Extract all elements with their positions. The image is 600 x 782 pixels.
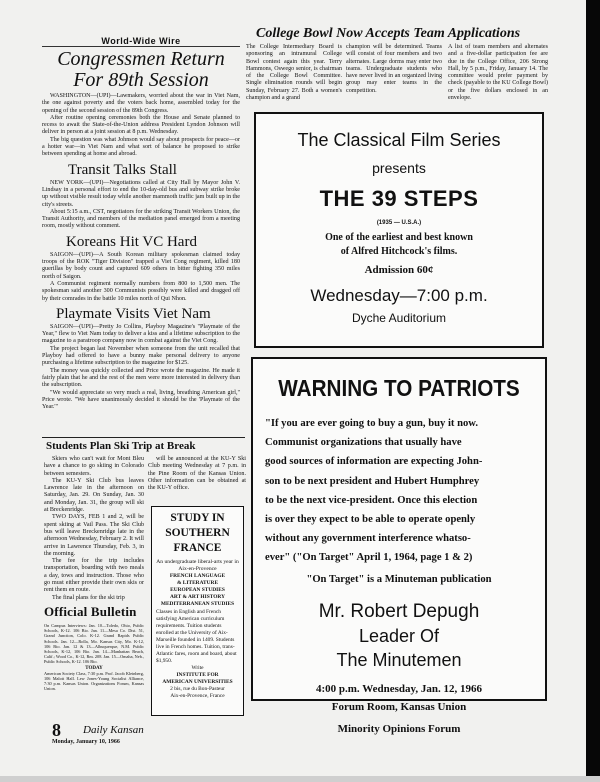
- film-desc-line-1: One of the earliest and best known: [325, 232, 473, 243]
- patriots-role-line-1: Leader Of: [358, 625, 440, 646]
- study-intro: An undergraduate liberal-arts year in Aix-en-Provence: [156, 559, 239, 572]
- subject-item: MEDITERRANEAN STUDIES: [160, 601, 235, 607]
- paragraph: The fee for the trip includes transportation, boarding with two meals a day, tows and instruction. Those who go must either provide their own skis or rent them en route.: [44, 558, 144, 594]
- film-desc-line-2: of Alfred Hitchcock's films.: [340, 246, 458, 257]
- patriots-speaker: Mr. Robert Depugh: [318, 600, 480, 622]
- quote-line: without any government interference whatso-: [265, 533, 471, 545]
- paragraph: After routine opening ceremonies both the House and Senate planned to recess to await the State-of-the-Union address President Lyndon Johnson will deliver in person at a joint session at 8 p.m. Wednesday.: [42, 114, 240, 136]
- subject-item: & LITERATURE: [176, 580, 219, 586]
- paragraph: About 5:15 a.m., CST, negotiators for the striking Transit Workers Union, the Transit Authority, and members of the mediation panel emerged from a meeting room, mostly without comment.: [42, 208, 240, 230]
- koreans-story: [42, 252, 240, 303]
- patriots-sponsor: Minority Opinions Forum: [337, 722, 461, 735]
- film-place: Dyche Auditorium: [351, 311, 447, 325]
- address-line-1: 2 bis, rue du Bon-Pasteur: [170, 686, 225, 692]
- subject-item: ART & ART HISTORY: [170, 594, 225, 600]
- bulletin-text: On Campus Interviews: Jan. 10—Toledo, Ohio, Public Schools, K-12. 106 Bio. Jan. 11—Mesa Co. Dist. 51, Grand Junction, Colo. K-12. Grand Rapids Public Schools. Jan. 12—Rolla, Mo. Kansas City, Mo. K-12, 106 Bio. Jan. 12 & 13—Albuquerque, N.M. Public Schools, K-12, 106 Bio. Jan. 14—Manhattan Beach, Calif.; Wood Co., K-12, Rm. 208. Jan. 15—Omaha, Neb., Public Schools, K-12. 106 Bio.: [44, 623, 144, 665]
- paragraph: The KU-Y Ski Club bus leaves Lawrence late in the afternoon on Saturday, Jan. 29. On Sunday, Jan. 30 and Monday, Jan. 31, the group will ski at Breckenridge.: [44, 477, 144, 514]
- page-footer-masthead: [52, 720, 162, 745]
- film-admission: Admission 60¢: [364, 264, 434, 276]
- issue-date: Monday, January 10, 1966: [52, 739, 120, 745]
- paragraph: The money was quickly collected and Price wrote the magazine. He made it fairly plain that he and the rest of the men were more interested in delivery than the subscription.: [42, 367, 240, 389]
- study-body: Classes in English and French satisfying American curriculum requirements. Tuition students enrolled at the University of Aix-Marseille founded in 1409. Students live in French homes. Tuition, trans-Atlantic fares, room and board, about $1,950.: [156, 609, 237, 664]
- page-bottom-edge: [0, 776, 600, 782]
- playmate-story: [42, 324, 240, 412]
- study-title-line-3: FRANCE: [173, 542, 222, 554]
- bulletin-today-label: TODAY: [85, 665, 103, 671]
- paragraph: NEW YORK—(UPI)—Negotiations called at City Hall by Mayor John V. Lindsay in a personal effort to end the 10-day-old bus and subway strike broke up without visible result today while another mammoth traffic jam built up in the city's streets.: [42, 179, 240, 208]
- official-bulletin: [44, 604, 144, 691]
- ski-trip-col-2: [148, 456, 246, 492]
- headline-ski-trip: Students Plan Ski Trip at Break: [46, 440, 196, 452]
- headline-playmate: Playmate Visits Viet Nam: [56, 305, 211, 322]
- institute-line-2: AMERICAN UNIVERSITIES: [162, 679, 233, 685]
- study-write: Write: [191, 665, 204, 671]
- paragraph: TWO DAYS, FEB 1 and 2, will be spent skiing at Vail Pass. The Ski Club bus will leave Breckenridge late in the afternoon Wednesday, February 2. It will arrive in Lawrence Thursday, Feb. 3, in the morning.: [44, 514, 144, 557]
- address-line-2: Aix-en-Provence, France: [170, 693, 225, 699]
- quote-line: ever" ("On Target" April 1, 1964, page 1 & 2): [265, 552, 473, 564]
- paragraph: SAIGON—(UPI)—Pretty Jo Collins, Playboy Magazine's "Playmate of the Year," flew to Viet Nam today to deliver a kiss and a lifetime subscription to the magazine to a paratroop company now in combat against the Viet Cong.: [42, 323, 240, 345]
- page-edge-dark-strip: [586, 0, 600, 782]
- college-bowl-section: [246, 26, 554, 42]
- paragraph: Skiers who can't wait for Mont Bleu have a chance to go skiing in Colorado between semesters.: [44, 456, 144, 477]
- college-bowl-col-2: champion will be determined. Teams will consist of four members and two alternates. Large dorms may enter two teams. Undergraduate students who have never lived in an organized living group may enter teams in the competition.: [346, 44, 442, 94]
- patriots-time: 4:00 p.m. Wednesday, Jan. 12, 1966: [315, 682, 483, 695]
- study-subjects: [152, 573, 243, 608]
- patriots-publication-note: "On Target" is a Minuteman publication: [306, 573, 492, 585]
- classical-film-series-ad: [254, 112, 544, 348]
- study-title-line-1: STUDY IN: [170, 512, 225, 524]
- paragraph: SAIGON—(UPI)—A South Korean military spokesman claimed today troops of the ROK "Tiger Division" trapped a Viet Cong regiment, killed 180 guerillas by body count and captured 609 others in bitter fighting 350 miles north of Saigon.: [42, 251, 240, 280]
- college-bowl-col-1: The College Intermediary Board is sponsoring an intramural College Bowl contest again this year. Terry Hammons, Oswego senior, is chairman of the College Bowl Committee. Single elimination rounds will begin Sunday, February 27. Both a women's champion and a grand: [246, 44, 342, 102]
- study-address: [152, 686, 243, 700]
- quote-line: good sources of information are expecting John-: [265, 456, 483, 468]
- patriots-headline: WARNING TO PATRIOTS: [278, 375, 520, 401]
- paragraph: The project began last November when someone from the unit recalled that Playboy had offered to have a bunny make personal delivery to anyone purchasing a lifetime subscription to the magazine for $125.: [42, 345, 240, 367]
- film-title: THE 39 STEPS: [319, 186, 479, 211]
- subject-item: FRENCH LANGUAGE: [169, 573, 226, 579]
- subject-item: EUROPEAN STUDIES: [170, 587, 225, 593]
- paragraph: will be announced at the KU-Y Ski Club meeting Wednesday at 7 p.m. in the Pine Room of the Kansas Union. Other information can be obtained at the KU-Y office.: [148, 456, 246, 492]
- quote-line: is over they expect to be able to operate openly: [265, 514, 476, 526]
- study-in-france-ad: [151, 506, 244, 716]
- paragraph: WASHINGTON—(UPI)—Lawmakers, worried about the war in Viet Nam, the one against poverty and the voters back home, assembled today for the opening of the second session of the 89th Congress.: [42, 93, 240, 114]
- wire-kicker: World-Wide Wire: [42, 36, 240, 47]
- headline-transit: Transit Talks Stall: [68, 161, 177, 178]
- film-year: (1935 — U.S.A.): [376, 220, 422, 226]
- headline-line-2: For 89th Session: [73, 69, 209, 91]
- study-institute: [152, 672, 243, 686]
- congress-story: [42, 93, 240, 159]
- quote-line: son to be next president and Hubert Humphrey: [265, 475, 480, 487]
- transit-story: [42, 180, 240, 231]
- film-description: [256, 231, 542, 259]
- study-title-line-2: SOUTHERN: [165, 527, 230, 539]
- paragraph: "We would appreciate so very much a real, living, breathing American girl," Price wrote. "We have unanimously decided it should be the 'Playmate of the Year.'": [42, 389, 240, 411]
- paragraph: A Communist regiment normally numbers from 800 to 1,500 men. The spokesman said another 300 Communists possibly were killed and dragged off by their comrades in the battle 10 miles north of Qui Nhon.: [42, 280, 240, 302]
- quote-line: "If you are ever going to buy a gun, buy it now.: [265, 418, 478, 429]
- page-number: 8: [52, 720, 61, 740]
- patriots-place: Forum Room, Kansas Union: [331, 700, 467, 713]
- film-presents: presents: [372, 160, 426, 176]
- paper-name: Daily Kansan: [83, 724, 144, 736]
- patriots-quote: [265, 414, 545, 568]
- headline-koreans: Koreans Hit VC Hard: [66, 233, 197, 250]
- film-series-title: The Classical Film Series: [297, 130, 501, 150]
- headline-college-bowl: College Bowl Now Accepts Team Applications: [256, 26, 521, 41]
- warning-to-patriots-ad: [251, 357, 547, 735]
- bulletin-today-text: American Society Class, 7:30 p.m. Prof. Jacob Kleinberg, 106 Malott Hall. Lew Jones-Young Socialist Alliance, 7:30 p.m. Kansas Union. Organizations Forum, Kansas Union.: [44, 670, 144, 692]
- quote-line: to be the next vice-president. Once this election: [265, 494, 478, 506]
- film-time: Wednesday—7:00 p.m.: [310, 286, 488, 305]
- headline-congress: [42, 49, 240, 91]
- world-wide-wire-section: [42, 36, 240, 411]
- ski-trip-col-1: [44, 456, 144, 602]
- study-title: [152, 511, 243, 556]
- quote-line: Communist organizations that usually have: [265, 437, 462, 449]
- divider-rule: [42, 437, 245, 438]
- paragraph: The final plans for the ski trip: [52, 594, 125, 601]
- ski-trip-section: [44, 440, 246, 452]
- headline-line-1: Congressmen Return: [57, 48, 225, 70]
- paragraph: The big question was what Johnson would say about prospects for peace—or a hotter war—in Viet Nam and what sort of balance he proposed to strike between spending at home and abroad.: [42, 136, 240, 158]
- patriots-role-line-2: The Minutemen: [336, 649, 462, 670]
- college-bowl-col-3: A list of team members and alternates and a five-dollar participation fee are due in the College Office, 206 Strong Hall, by 5 p.m., Friday, January 14. The committee would prefer payment by check (payable to the KU College Bowl) or the five dollars enclosed in an envelope.: [448, 44, 548, 102]
- bulletin-title: Official Bulletin: [44, 604, 137, 619]
- institute-line-1: INSTITUTE FOR: [176, 672, 219, 678]
